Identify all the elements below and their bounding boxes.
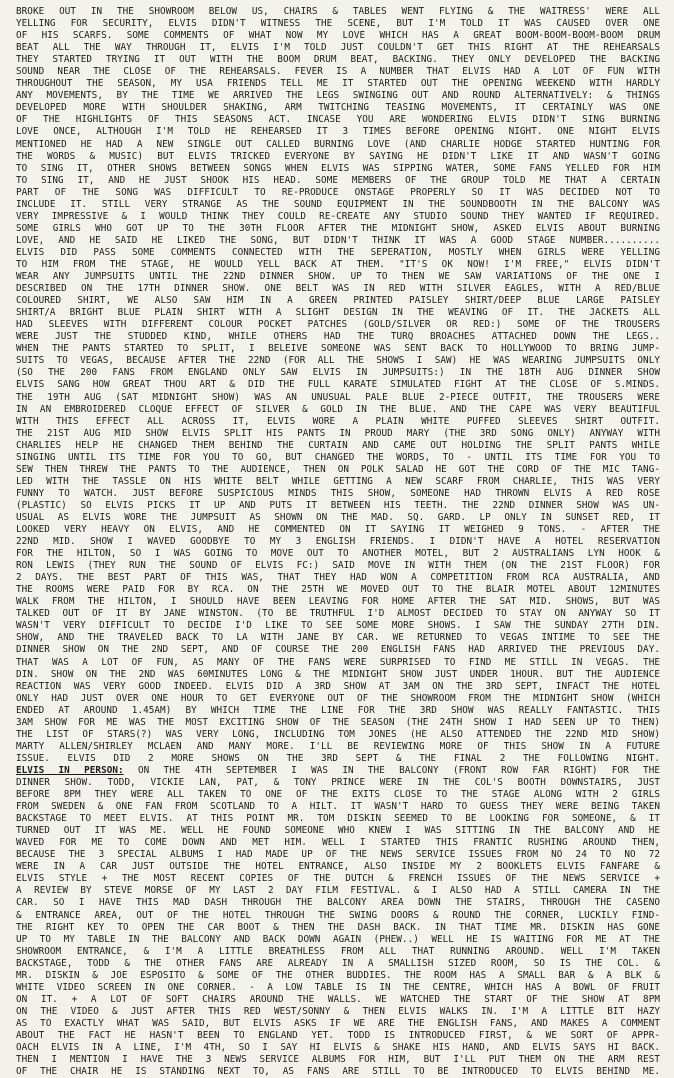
text-line: THE ROOMS WERE PAID FOR BY RCA. ON THE 25TH WE MOVED OUT TO THE BLAIR MOTEL ABOUT 12MINUTES: [16, 584, 660, 596]
text-line: THE WORDS & MUSIC) BUT ELVIS TRICKED EVERYONE BY SAYING HE DIDN'T LIKE IT AND WASN'T GOING: [16, 150, 660, 162]
text-line: MARTY ALLEN/SHIRLEY MCLAEN AND MANY MORE. I'LL BE REVIEWING MORE OF THIS SHOW IN A FUTURE: [16, 740, 660, 752]
text-line: SEW THEN THREW THE PANTS TO THE AUDIENCE, THEN ON POLK SALAD HE GOT THE CORD OF THE MIC TANG-: [16, 463, 660, 475]
text-line: ABOUT THE FACT HE HASN'T BEEN TO ENGLAND YET. TODD IS INTRODUCED FIRST, & WE SORT OF APPR-: [16, 1029, 660, 1041]
text-line: TO SING IT, OTHER SHOWS BETWEEN SONGS WHEN ELVIS WAS SIPPING WATER, SOME FANS YELLED FOR HIM: [16, 162, 660, 174]
text-line: HAD SLEEVES WITH DIFFERENT COLOUR POCKET PATCHES (GOLD/SILVER OR RED:) SOME OF THE TROUSERS: [16, 319, 660, 331]
text-line: THEN I MENTION I HAVE THE 3 NEWS SERVICE ALBUMS FOR HIM, BUT I'LL PUT THEM ON THE ARM REST: [16, 1054, 660, 1066]
text-line: UP TO MY TABLE IN THE BALCONY AND BACK DOWN AGAIN (PHEW..) WELL HE IS WAITING FOR ME AT THE: [16, 933, 660, 945]
text-line: DINNER SHOW ON THE 2ND SEPT, AND OF COURSE THE 200 ENGLISH FANS HAD ARRIVED THE PREVIOUS DAY.: [16, 644, 660, 656]
text-line: 2 DAYS. THE BEST PART OF THIS WAS, THAT THEY HAD WON A COMPETITION FROM RCA AUSTRALIA, AND: [16, 572, 660, 584]
text-line: CAR. SO I HAVE THIS MAD DASH THROUGH THE BALCONY AREA DOWN THE STAIRS, THROUGH THE CASENO: [16, 897, 660, 909]
text-line: REACTION WAS VERY GOOD INDEED. ELVIS DID A 3RD SHOW AT 3AM ON THE 3RD SEPT, INFACT THE HOTEL: [16, 680, 660, 692]
text-line: LOOKED VERY HEAVY ON ELVIS, AND HE COMMENTED ON IT SAYING IT WEIGHED 9 TONS. - AFTER THE: [16, 524, 660, 536]
text-line: A REVIEW BY STEVE MORSE OF MY LAST 2 DAY FILM FESTIVAL. & I ALSO HAD A STILL CAMERA IN THE: [16, 885, 660, 897]
text-line: SHIRT/A BRIGHT BLUE PLAIN SHIRT WITH A SLIGHT DESIGN IN THE WEAVING OF IT. THE JACKETS ALL: [16, 307, 660, 319]
text-line: TO SING IT, AND HE JUST SHOOK HIS HEAD. SOME MEMBERS OF THE GROUP TOLD ME THAT A CERTAIN: [16, 174, 660, 186]
section-heading-line: [16, 765, 660, 777]
text-line: FUNNY TO WATCH. JUST BEFORE SUSPICIOUS MINDS THIS SHOW, SOMEONE HAD THROWN ELVIS A RED ROSE: [16, 487, 660, 499]
text-line: IN AN EMBROIDERED CLOQUE EFFECT OF SILVER & GOLD IN THE BLUE. AND THE CAPE WAS VERY BEAUTIFUL: [16, 403, 660, 415]
text-line: TURNED OUT IT WAS ME. WELL HE FOUND SOMEONE WHO KNEW I WAS SITTING IN THE BALCONY AND HE: [16, 825, 660, 837]
text-line: BROKE OUT IN THE SHOWROOM BELOW US, CHAIRS & TABLES WENT FLYING & THE WAITRESS' WERE ALL: [16, 6, 660, 17]
text-line: WERE JUST THE STUDDED KIND, WHILE OTHERS HAD THE TURQ BROACHES ATTACHED DOWN THE LEGS..: [16, 331, 660, 343]
text-line: BACKSTAGE TO MEET ELVIS. AT THIS POINT MR. TOM DISKIN SEEMED TO BE LOOKING FOR SOMEONE, & IT: [16, 813, 660, 825]
text-line: ELVIS STYLE + THE MOST RECENT COPIES OF THE DUTCH & FRENCH ISSUES OF THE NEWS SERVICE +: [16, 873, 660, 885]
text-line: BECAUSE THE 3 SPECIAL ALBUMS I HAD MADE UP OF THE NEWS SERVICE ISSUES FROM NO 24 TO NO 72: [16, 849, 660, 861]
text-line: SOME GIRLS WHO GOT UP TO THE 30TH FLOOR AFTER THE MIDNIGHT SHOW, ASKED ELVIS ABOUT BURNING: [16, 222, 660, 234]
text-line: WITH THIS EFFECT ALL ACROSS IT, ELVIS WORE A PLAIN WHITE PUFFED SLEEVES SHIRT OUTFIT.: [16, 415, 660, 427]
text-line: ANY MOVEMENTS, BY THE TIME WE ARRIVED THE LEGS SWINGING OUT AND ROUND ALTERNATIVELY: & THINGS: [16, 90, 660, 102]
text-line: MR. DISKIN & JOE ESPOSITO & SOME OF THE OTHER BUDDIES. THE ROOM HAS A SMALL BAR & A BLK &: [16, 969, 660, 981]
text-line: OF THE CHAIR HE IS STANDING NEXT TO, AS FANS ARE STILL TO BE INTRODUCED TO ELVIS BEHIND ME.: [16, 1066, 660, 1078]
text-line: FOR THE HILTON, SO I WAS GOING TO MOVE OUT TO ANOTHER MOTEL, BUT 2 AUSTRALIANS LYN HOOK &: [16, 548, 660, 560]
text-line: OACH ELVIS IN A LINE, I'M 4TH, SO I SAY HI ELVIS & SHAKE HIS HAND, AND ELVIS SAYS HI BACK.: [16, 1042, 660, 1054]
text-line: THEY STARTED TRYING IT OUT WITH THE BOOM DRUM BEAT, BACKING. THEY ONLY DEVELOPED THE BACKING: [16, 54, 660, 66]
text-line: WEAR ANY JUMPSUITS UNTIL THE 22ND DINNER SHOW. UP TO THEN WE SAW VARIATIONS OF THE ONE I: [16, 271, 660, 283]
text-line: ON THE VIDEO & JUST AFTER THIS RED WEST/SONNY & THEN ELVIS WALKS IN. I'M A LITTLE BIT HAZY: [16, 1005, 660, 1017]
text-line: LOVE, AND HE SAID HE LIKED THE SONG, BUT DIDN'T THINK IT WAS A GOOD STAGE NUMBER..........: [16, 234, 660, 246]
text-line: WAVED FOR ME TO COME DOWN AND MET HIM. WELL I STARTED THIS FRANTIC RUSHING AROUND THEN,: [16, 837, 660, 849]
text-line: ON IT. + A LOT OF SOFT CHAIRS AROUND THE WALLS. WE WATCHED THE START OF THE SHOW AT 8PM: [16, 993, 660, 1005]
section-heading: ELVIS IN PERSON:: [16, 764, 124, 776]
text-line: OF HIS SCARFS. SOME COMMENTS OF WHAT NOW MY LOVE WHICH HAS A GREAT BOOM-BOOM-BOOM-BOOM DRUM: [16, 30, 660, 42]
text-line: PART OF THE SONG WAS DIFFICULT TO RE-PRODUCE ONSTAGE PROPERLY SO IT WAS DECIDED NOT TO: [16, 186, 660, 198]
text-line: DEVELOPED MORE WITH SHOULDER SHAKING, ARM TWITCHING TEASING MOVEMENTS, IT CERTAINLY WAS ONE: [16, 102, 660, 114]
text-line: WALK FROM THE HILTON, I SHOULD HAVE BEEN LEAVING FOR HOME AFTER THE SAT MID. SHOWS, BUT WAS: [16, 596, 660, 608]
text-line: VERY IMPRESSIVE & I WOULD THINK THEY COULD RE-CREATE ANY STUDIO SOUND THEY WANTED IF REQUIRED.: [16, 210, 660, 222]
text-line: ELVIS SANG HOW GREAT THOU ART & DID THE FULL KARATE SIMULATED FIGHT AT THE CLOSE OF S.MINDS.: [16, 379, 660, 391]
text-line: WHEN THE PANTS STARTED TO SPLIT, I BELEIVE SOMEONE WAS SENT BACK TO HOLLYWOOD TO BRING JUMP-: [16, 343, 660, 355]
text-line: ISSUE. ELVIS DID 2 MORE SHOWS ON THE 3RD SEPT & THE FINAL 2 THE FOLLOWING NIGHT.: [16, 752, 660, 764]
text-line: ONLY HAD JUST OVER ONE HOUR TO GET EVERYONE OUT OF THE SHOWROOM FROM THE MIDNIGHT SHOW (WHICH: [16, 692, 660, 704]
text-line: 3AM SHOW FOR ME WAS THE MOST EXCITING SHOW OF THE SEASON (THE 24TH SHOW I HAD SEEN UP TO THEN): [16, 716, 660, 728]
text-line: SHOWROOM ENTRANCE, & I'M A LITTLE BREATHLESS FROM ALL THAT RUNNING AROUND. WELL I'M TAKEN: [16, 945, 660, 957]
text-line: DINNER SHOW. TODD, VICKIE LAN, PAT, & TONY PRINCE WERE IN THE COL'S BOOTH DOWNSTAIRS, JUST: [16, 777, 660, 788]
text-line: AS TO EXACTLY WHAT WAS SAID, BUT ELVIS ASKS IF WE ARE THE ENGLISH FANS, AND MAKES A COMMENT: [16, 1017, 660, 1029]
text-line: (SO THE 200 FANS FROM ENGLAND ONLY SAW ELVIS IN JUMPSUITS:) IN THE 18TH AUG DINNER SHOW: [16, 367, 660, 379]
text-line: WHITE VIDEO SCREEN IN ONE CORNER. - A LOW TABLE IS IN THE CENTRE, WHICH HAS A BOWL OF FRUIT: [16, 981, 660, 993]
text-line: DESCRIBED ON THE 17TH DINNER SHOW. ONE BELT WAS IN RED WITH SILVER EAGLES, WITH A RED/BLUE: [16, 283, 660, 295]
text-line: BEAT ALL THE WAY THROUGH IT, ELVIS I'M TOLD JUST COULDN'T GET THIS RIGHT AT THE REHEARSALS: [16, 42, 660, 54]
text-line: (PLASTIC) SO ELVIS PICKS IT UP AND PUTS IT BETWEEN HIS TEETH. THE 22ND DINNER SHOW WAS UN-: [16, 499, 660, 511]
text-line: WERE IN A CAR JUST OUTSIDE THE HOTEL ENTRANCE, ALSO INSIDE MY 2 BOOKLETS ELVIS FANFARE &: [16, 861, 660, 873]
text-line: CHARLIES HELP HE CHANGED THEM BEHIND THE CURTAIN AND CAME OUT HOLDING THE SPLIT PANTS WHILE: [16, 439, 660, 451]
text-line: RON LEWIS (THEY RUN THE SOUND OF ELVIS FC:) SAID MOVE IN WITH THEM (ON THE 21ST FLOOR) FOR: [16, 560, 660, 572]
section-first-line: ON THE 4TH SEPTEMBER I WAS IN THE BALCONY (FRONT ROW FAR RIGHT) FOR THE: [123, 764, 660, 776]
text-line: BACKSTAGE, TODD & THE OTHER FANS ARE ALREADY IN A SMALLISH SIZED ROOM, SO IS THE COL. &: [16, 957, 660, 969]
text-line: THROUGHOUT THE SEASON, MY USA FRIENDS TELL ME IT STARTED OUT THE OPENING WEEKEND WITH HARDLY: [16, 78, 660, 90]
text-line: & ENTRANCE AREA, OUT OF THE HOTEL THROUGH THE SWING DOORS & ROUND THE CORNER, LUCKILY FIND-: [16, 909, 660, 921]
text-line: THE 19TH AUG (SAT MIDNIGHT SHOW) WAS AN UNUSUAL PALE BLUE 2-PIECE OUTFIT, THE TROUSERS WERE: [16, 391, 660, 403]
text-line: OF THE HIGHLIGHTS OF THIS SEASONS ACT. INCASE YOU ARE WONDERING ELVIS DIDN'T SING BURNING: [16, 114, 660, 126]
text-line: BEFORE 8PM THEY WERE ALL TAKEN TO ONE OF THE EXITS CLOSE TO THE STAGE ALONG WITH 2 GIRLS: [16, 789, 660, 801]
text-line: 22ND MID. SHOW I WAVED GOODBYE TO MY 3 ENGLISH FRIENDS. I DIDN'T HAVE A HOTEL RESERVATION: [16, 536, 660, 548]
text-line: LED WITH THE TASSLE ON HIS WHITE BELT WHILE GETTING A NEW SCARF FROM CHARLIE, THIS WAS VERY: [16, 475, 660, 487]
text-line: THAT WAS A LOT OF FUN, AS MANY OF THE FANS WERE SURPRISED TO FIND ME STILL IN VEGAS. THE: [16, 656, 660, 668]
body-text: [16, 6, 660, 1078]
text-line: INCLUDE IT. STILL VERY STRANGE AS THE SOUND EQUIPMENT IN THE SOUNDBOOTH IN THE BALCONY WAS: [16, 198, 660, 210]
text-line: SHOW, AND THE TRAVELED BACK TO LA WITH JANE BY CAR. WE RETURNED TO VEGAS INTIME TO SEE THE: [16, 632, 660, 644]
text-line: THE 21ST AUG MID SHOW ELVIS SPLIT HIS PANTS IN PROUD MARY (THE 3RD SONG ONLY) ANYWAY WITH: [16, 427, 660, 439]
text-line: ENDED AT AROUND 1.45AM) BY WHICH TIME THE LINE FOR THE 3RD SHOW WAS REALLY FANTASTIC. THIS: [16, 704, 660, 716]
text-line: WASN'T VERY DIFFICULT TO DECIDE I'D LIKE TO SEE SOME MORE SHOWS. I SAW THE SUNDAY 27TH DIN.: [16, 620, 660, 632]
text-line: MENTIONED HE HAD A NEW SINGLE OUT CALLED BURNING LOVE (AND CHARLIE HODGE STARTED HUNTING FOR: [16, 138, 660, 150]
text-line: SUITS TO VEGAS, BECAUSE AFTER THE 22ND (FOR ALL THE SHOWS I SAW) HE WAS WEARING JUMPSUITS ONLY: [16, 355, 660, 367]
text-line: USUAL AS ELVIS WORE THE JUMPSUIT AS SHOWN ON THE MAD. SQ. GARD. LP ONLY IN SUNSET RED, IT: [16, 511, 660, 523]
text-line: SINGING UNTIL ITS TIME FOR YOU TO GO, BUT CHANGED THE WORDS, TO - UNTIL ITS TIME FOR YOU TO: [16, 451, 660, 463]
text-line: COLOURED SHIRT, WE ALSO SAW HIM IN A GREEN PRINTED PAISLEY SHIRT/DEEP BLUE LARGE PAISLEY: [16, 295, 660, 307]
text-line: TALKED OUT OF IT BY JANE WINSTON. (TO BE TRUTHFUL I'D ALMOST DECIDED TO STAY ON ANYWAY SO IT: [16, 608, 660, 620]
text-line: THE RIGHT KEY TO OPEN THE CAR BOOT & THEN THE DASH BACK. IN THAT TIME MR. DISKIN HAS GONE: [16, 921, 660, 933]
text-line: THE LIST OF STARS(?) WAS VERY LONG, INCLUDING TOM JONES (HE ALSO ATTENDED THE 22ND MID SHOW): [16, 728, 660, 740]
text-line: SOUND NEAR THE CLOSE OF THE REHEARSALS. FEVER IS A NUMBER THAT ELVIS HAD A LOT OF FUN WITH: [16, 66, 660, 78]
text-line: LOVE ONCE, ALTHOUGH I'M TOLD HE REHEARSED IT 3 TIMES BEFORE OPENING NIGHT. ONE NIGHT ELVIS: [16, 126, 660, 138]
text-line: ELVIS DID PASS SOME COMMENTS CONNECTED WITH THE SEPERATION, MOSTLY WHEN GIRLS WERE YELLING: [16, 246, 660, 258]
text-line: TO HIM FROM THE STAGE, HE WOULD YELL BACK AT THEM. "IT'S OK NOW! I'M FREE," ELVIS DIDN'T: [16, 258, 660, 270]
text-line: YELLING FOR SECURITY, ELVIS DIDN'T WITNESS THE SCENE, BUT I'M TOLD IT WAS CAUSED OVER ONE: [16, 18, 660, 30]
text-line: DIN. SHOW ON THE 2ND WAS 60MINUTES LONG & THE MIDNIGHT SHOW JUST UNDER 1HOUR. BUT THE AUDIENCE: [16, 668, 660, 680]
text-line: FROM SWEDEN & ONE FAN FROM SCOTLAND TO A HILT. IT WASN'T HARD TO GUESS THEY WERE BEING TAKEN: [16, 801, 660, 813]
